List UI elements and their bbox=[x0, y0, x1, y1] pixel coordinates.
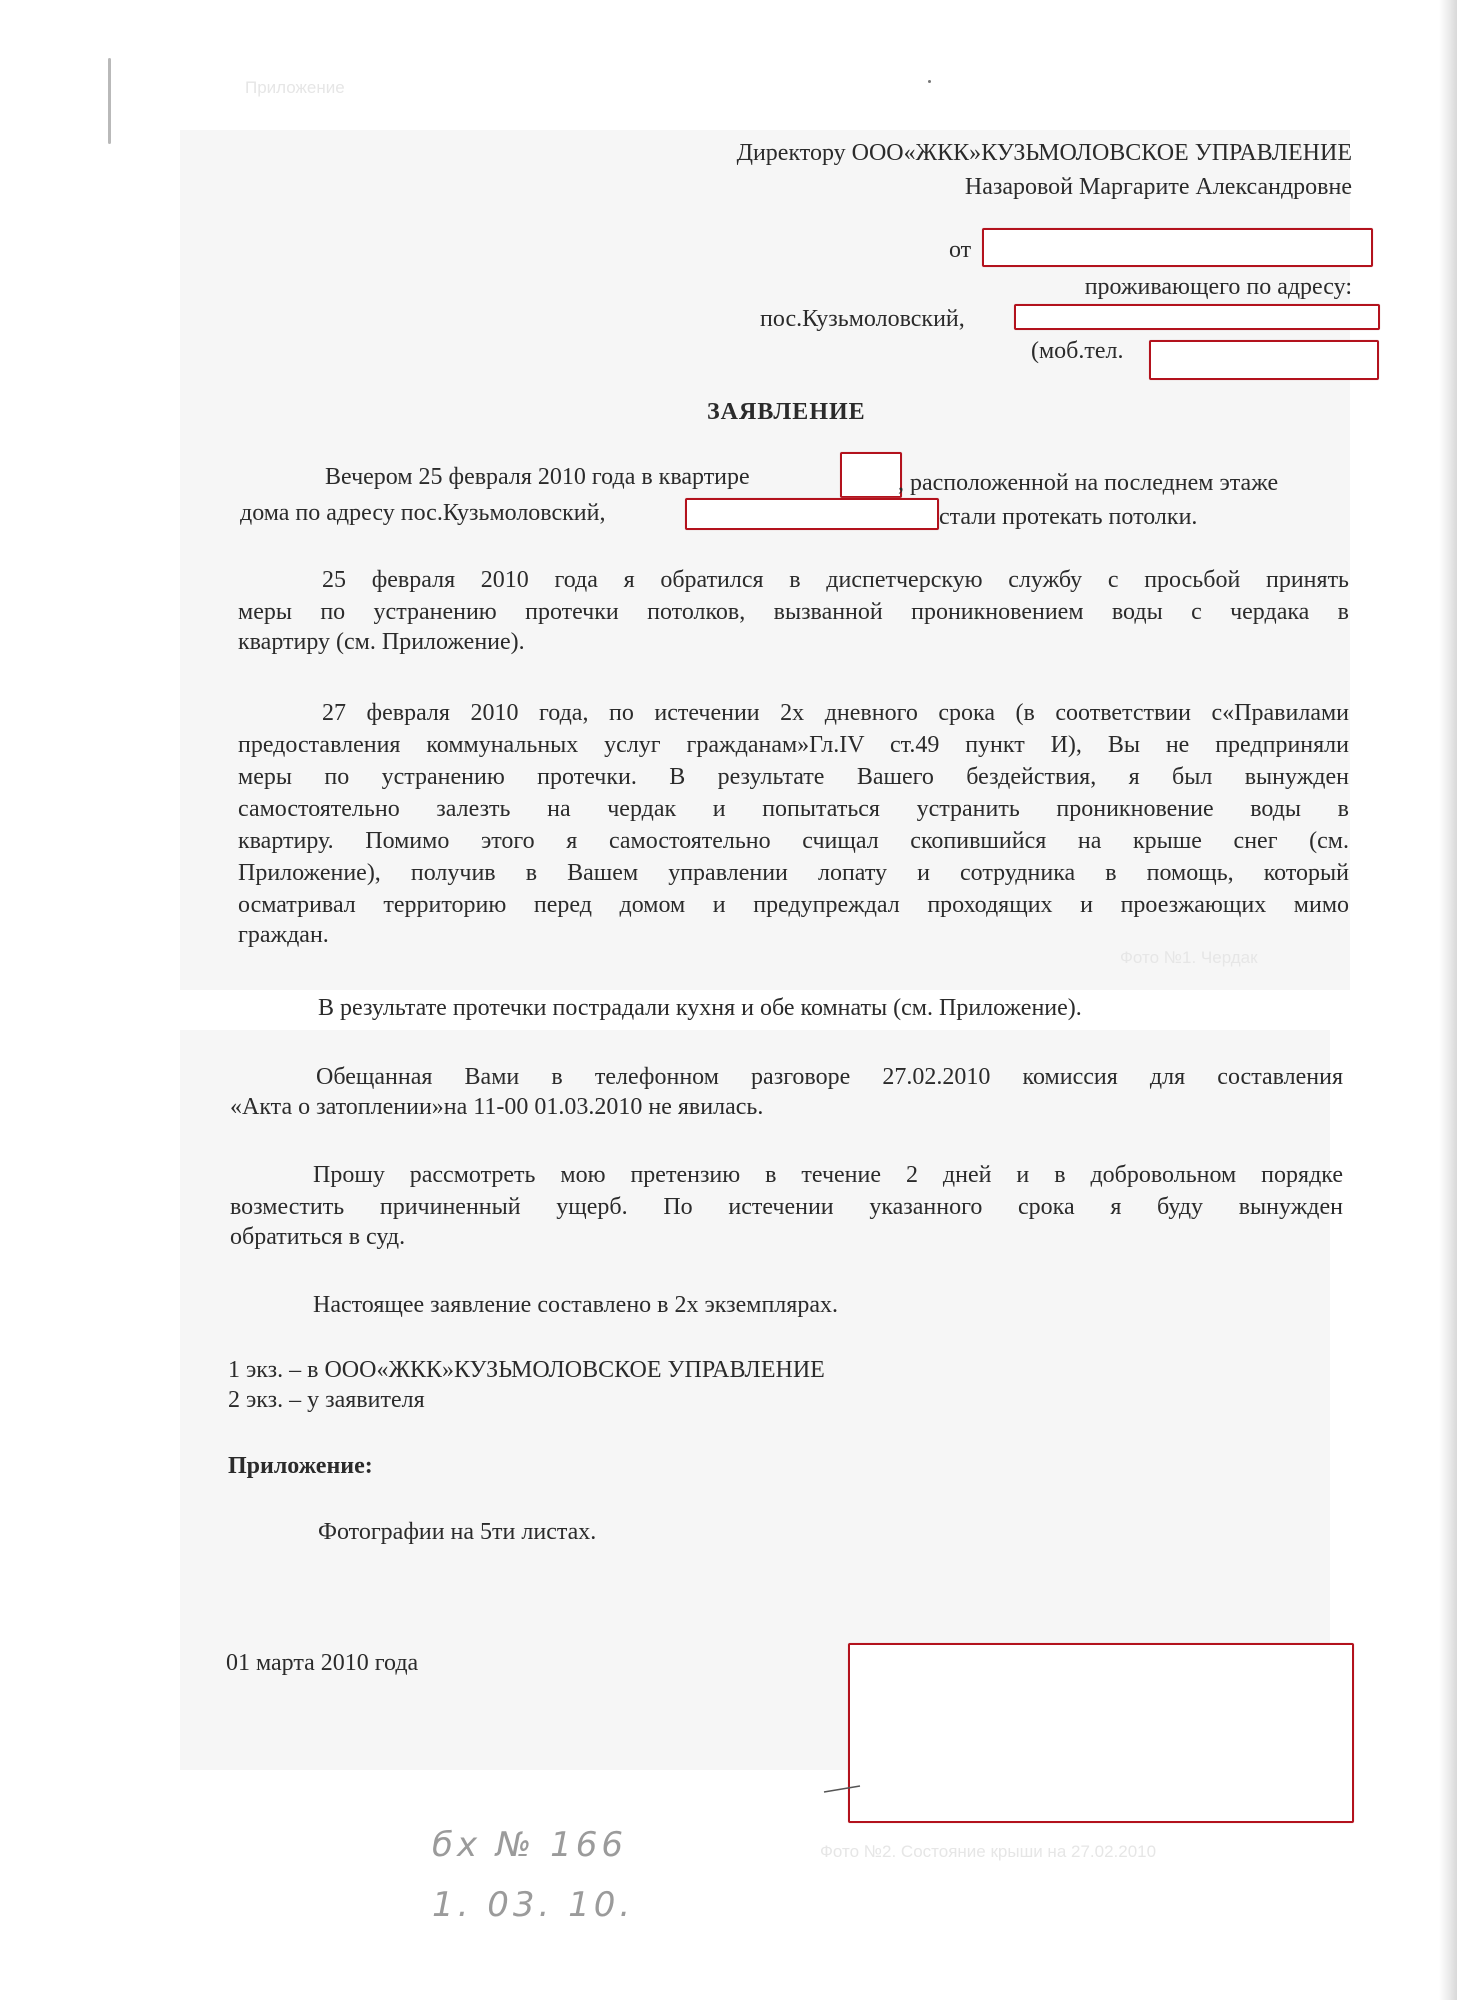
redacted-signature bbox=[848, 1643, 1354, 1823]
p3-line-5: квартиру. Помимо этого я самостоятельно счищал скопившийся на крыше снег (см. bbox=[238, 828, 1349, 854]
scan-speck bbox=[928, 80, 931, 83]
redacted-sender-name bbox=[982, 228, 1373, 267]
handwritten-registration-number: бх № 166 bbox=[432, 1825, 627, 1865]
document-date: 01 марта 2010 года bbox=[226, 1650, 419, 1676]
phone-label: (моб.тел. bbox=[1031, 338, 1124, 364]
from-label: от bbox=[949, 237, 972, 263]
p3-line-6: Приложение), получив в Вашем управлении лопату и сотрудника в помощь, который bbox=[238, 860, 1349, 886]
p3-line-4: самостоятельно залезть на чердак и попытаться устранить проникновение воды в bbox=[238, 796, 1349, 822]
p1-line-1a: Вечером 25 февраля 2010 года в квартире bbox=[325, 464, 750, 490]
redacted-house-address bbox=[685, 498, 939, 530]
staple-mark bbox=[108, 58, 111, 144]
copy-line-1: 1 экз. – в ООО«ЖКК»КУЗЬМОЛОВСКОЕ УПРАВЛЕНИЕ bbox=[228, 1357, 825, 1383]
p5-line-1: Обещанная Вами в телефонном разговоре 27.02.2010 комиссия для составления bbox=[316, 1064, 1343, 1090]
p3-line-7: осматривал территорию перед домом и предупреждал проходящих и проезжающих мимо bbox=[238, 892, 1349, 918]
p2-line-3: квартиру (см. Приложение). bbox=[238, 629, 525, 655]
redacted-address bbox=[1014, 304, 1380, 330]
p1-line-2b: стали протекать потолки. bbox=[939, 504, 1198, 530]
p3-line-3: меры по устранению протечки. В результате Вашего бездействия, я был вынужден bbox=[238, 764, 1349, 790]
address-label: проживающего по адресу: bbox=[1084, 274, 1352, 300]
p1-line-1b: , расположенной на последнем этаже bbox=[898, 470, 1279, 496]
p2-line-1: 25 февраля 2010 года я обратился в диспетчерскую службу с просьбой принять bbox=[322, 567, 1349, 593]
addressee-line-1: Директору ООО«ЖКК»КУЗЬМОЛОВСКОЕ УПРАВЛЕНИЕ bbox=[736, 140, 1352, 166]
copy-line-2: 2 экз. – у заявителя bbox=[228, 1387, 425, 1413]
p5-line-2: «Акта о затоплении»на 11-00 01.03.2010 не явилась. bbox=[230, 1094, 764, 1120]
addressee-line-2: Назаровой Маргарите Александровне bbox=[964, 174, 1352, 200]
p3-line-8: граждан. bbox=[238, 922, 329, 948]
bleed-through-caption-1: Фото №1. Чердак bbox=[1120, 948, 1258, 967]
p7-line-1: Настоящее заявление составлено в 2х экземплярах. bbox=[313, 1292, 838, 1318]
p6-line-3: обратиться в суд. bbox=[230, 1224, 406, 1250]
redacted-phone bbox=[1149, 340, 1379, 380]
signature-stroke bbox=[822, 1780, 862, 1800]
handwritten-registration-date: 1. 03. 10. bbox=[432, 1885, 635, 1925]
p3-line-2: предоставления коммунальных услуг гражданам»Гл.IV ст.49 пункт И), Вы не предприняли bbox=[238, 732, 1349, 758]
appendix-label: Приложение: bbox=[228, 1453, 373, 1479]
page-edge bbox=[1439, 0, 1457, 2000]
address-line: пос.Кузьмоловский, bbox=[760, 306, 965, 332]
p6-line-1: Прошу рассмотреть мою претензию в течение 2 дней и в добровольном порядке bbox=[313, 1162, 1343, 1188]
p2-line-2: меры по устранению протечки потолков, вызванной проникновением воды с чердака в bbox=[238, 599, 1349, 625]
document-title: ЗАЯВЛЕНИЕ bbox=[707, 399, 866, 425]
bleed-through-caption-2: Фото №2. Состояние крыши на 27.02.2010 bbox=[820, 1842, 1157, 1861]
p4-line-1: В результате протечки пострадали кухня и обе комнаты (см. Приложение). bbox=[318, 995, 1082, 1021]
appendix-text: Фотографии на 5ти листах. bbox=[318, 1519, 597, 1545]
redacted-apartment-number bbox=[840, 452, 902, 498]
p1-line-2a: дома по адресу пос.Кузьмоловский, bbox=[240, 500, 606, 526]
bleed-through-heading: Приложение bbox=[245, 78, 345, 97]
p6-line-2: возместить причиненный ущерб. По истечении указанного срока я буду вынужден bbox=[230, 1194, 1343, 1220]
p3-line-1: 27 февраля 2010 года, по истечении 2х дневного срока (в соответствии с«Правилами bbox=[322, 700, 1349, 726]
